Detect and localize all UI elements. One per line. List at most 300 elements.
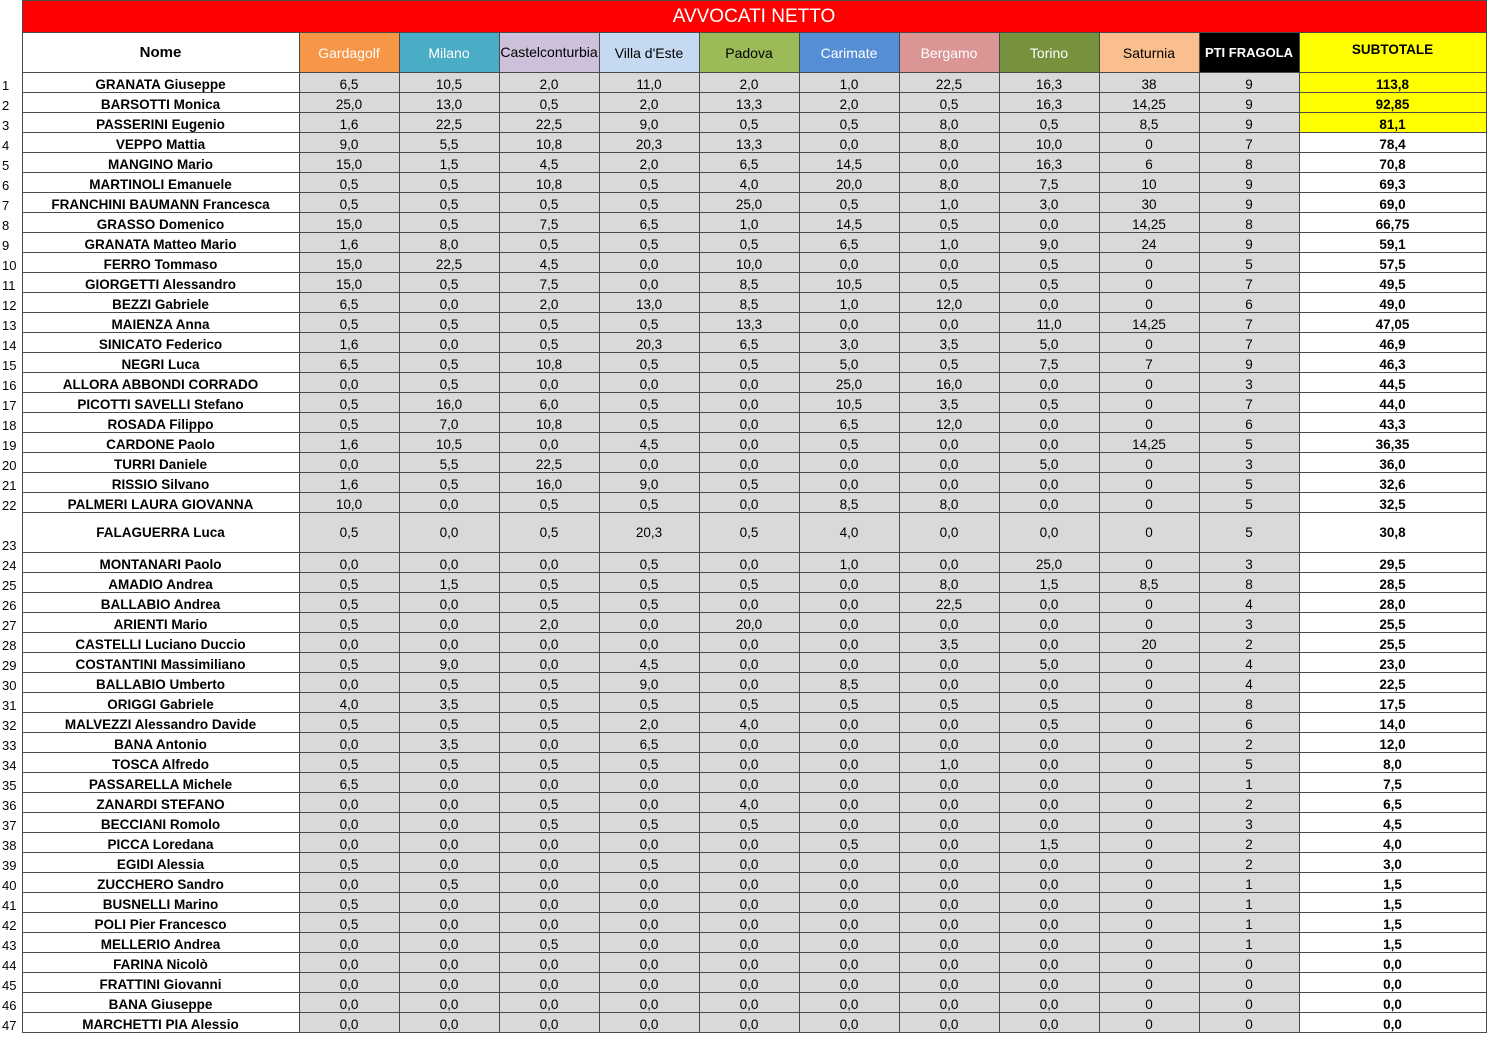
score-cell[interactable]: 0,0 bbox=[299, 813, 399, 833]
score-cell[interactable]: 0,0 bbox=[799, 813, 899, 833]
score-cell[interactable]: 0,5 bbox=[999, 693, 1099, 713]
score-cell[interactable]: 10,0 bbox=[299, 493, 399, 513]
score-cell[interactable]: 0,0 bbox=[899, 993, 999, 1013]
score-cell[interactable]: 0 bbox=[1099, 953, 1199, 973]
score-cell[interactable]: 7,5 bbox=[499, 273, 599, 293]
score-cell[interactable]: 5,5 bbox=[399, 133, 499, 153]
score-cell[interactable]: 22,5 bbox=[899, 593, 999, 613]
player-name-cell[interactable]: AMADIO Andrea bbox=[22, 573, 299, 593]
score-cell[interactable]: 0 bbox=[1099, 973, 1199, 993]
player-name-cell[interactable]: ORIGGI Gabriele bbox=[22, 693, 299, 713]
fragola-points-cell[interactable]: 9 bbox=[1199, 173, 1299, 193]
fragola-points-cell[interactable]: 7 bbox=[1199, 333, 1299, 353]
fragola-points-cell[interactable]: 4 bbox=[1199, 593, 1299, 613]
score-cell[interactable]: 0,0 bbox=[399, 813, 499, 833]
score-cell[interactable]: 5,0 bbox=[999, 453, 1099, 473]
score-cell[interactable]: 6,5 bbox=[599, 733, 699, 753]
score-cell[interactable]: 15,0 bbox=[299, 273, 399, 293]
score-cell[interactable]: 0,5 bbox=[499, 573, 599, 593]
score-cell[interactable]: 2,0 bbox=[499, 293, 599, 313]
score-cell[interactable]: 0,0 bbox=[999, 953, 1099, 973]
score-cell[interactable]: 0,0 bbox=[399, 1013, 499, 1033]
score-cell[interactable]: 0,0 bbox=[499, 733, 599, 753]
score-cell[interactable]: 25,0 bbox=[799, 373, 899, 393]
score-cell[interactable]: 1,0 bbox=[899, 193, 999, 213]
score-cell[interactable]: 0,0 bbox=[799, 933, 899, 953]
score-cell[interactable]: 0,0 bbox=[999, 733, 1099, 753]
col-header-padova[interactable]: Padova bbox=[699, 33, 799, 73]
fragola-points-cell[interactable]: 2 bbox=[1199, 793, 1299, 813]
score-cell[interactable]: 25,0 bbox=[299, 93, 399, 113]
score-cell[interactable]: 0,5 bbox=[399, 213, 499, 233]
player-name-cell[interactable]: FERRO Tommaso bbox=[22, 253, 299, 273]
score-cell[interactable]: 7,5 bbox=[999, 173, 1099, 193]
score-cell[interactable]: 0,5 bbox=[699, 353, 799, 373]
score-cell[interactable]: 22,5 bbox=[499, 453, 599, 473]
score-cell[interactable]: 0,0 bbox=[299, 793, 399, 813]
score-cell[interactable]: 0,5 bbox=[799, 833, 899, 853]
subtotal-cell[interactable]: 69,3 bbox=[1299, 173, 1486, 193]
score-cell[interactable]: 0,0 bbox=[699, 633, 799, 653]
score-cell[interactable]: 0,0 bbox=[899, 953, 999, 973]
score-cell[interactable]: 0 bbox=[1099, 373, 1199, 393]
score-cell[interactable]: 0,0 bbox=[999, 793, 1099, 813]
score-cell[interactable]: 0,0 bbox=[699, 493, 799, 513]
score-cell[interactable]: 16,0 bbox=[499, 473, 599, 493]
fragola-points-cell[interactable]: 0 bbox=[1199, 973, 1299, 993]
subtotal-cell[interactable]: 92,85 bbox=[1299, 93, 1486, 113]
score-cell[interactable]: 0,0 bbox=[399, 613, 499, 633]
fragola-points-cell[interactable]: 5 bbox=[1199, 473, 1299, 493]
subtotal-cell[interactable]: 0,0 bbox=[1299, 1013, 1486, 1033]
score-cell[interactable]: 6 bbox=[1099, 153, 1199, 173]
subtotal-cell[interactable]: 0,0 bbox=[1299, 953, 1486, 973]
col-header-pti-fragola[interactable]: PTI FRAGOLA bbox=[1199, 33, 1299, 73]
subtotal-cell[interactable]: 12,0 bbox=[1299, 733, 1486, 753]
score-cell[interactable]: 0,0 bbox=[299, 733, 399, 753]
subtotal-cell[interactable]: 69,0 bbox=[1299, 193, 1486, 213]
score-cell[interactable]: 0,0 bbox=[299, 873, 399, 893]
fragola-points-cell[interactable]: 9 bbox=[1199, 73, 1299, 93]
score-cell[interactable]: 0,5 bbox=[599, 173, 699, 193]
subtotal-cell[interactable]: 1,5 bbox=[1299, 933, 1486, 953]
score-cell[interactable]: 0 bbox=[1099, 853, 1199, 873]
score-cell[interactable]: 0,5 bbox=[799, 113, 899, 133]
score-cell[interactable]: 16,0 bbox=[899, 373, 999, 393]
subtotal-cell[interactable]: 0,0 bbox=[1299, 973, 1486, 993]
score-cell[interactable]: 22,5 bbox=[499, 113, 599, 133]
player-name-cell[interactable]: GRASSO Domenico bbox=[22, 213, 299, 233]
player-name-cell[interactable]: MAIENZA Anna bbox=[22, 313, 299, 333]
fragola-points-cell[interactable]: 4 bbox=[1199, 653, 1299, 673]
player-name-cell[interactable]: PALMERI LAURA GIOVANNA bbox=[22, 493, 299, 513]
score-cell[interactable]: 0,0 bbox=[699, 853, 799, 873]
player-name-cell[interactable]: ROSADA Filippo bbox=[22, 413, 299, 433]
score-cell[interactable]: 0,0 bbox=[799, 473, 899, 493]
fragola-points-cell[interactable]: 6 bbox=[1199, 713, 1299, 733]
score-cell[interactable]: 0,5 bbox=[999, 273, 1099, 293]
player-name-cell[interactable]: MANGINO Mario bbox=[22, 153, 299, 173]
score-cell[interactable]: 0 bbox=[1099, 893, 1199, 913]
player-name-cell[interactable]: EGIDI Alessia bbox=[22, 853, 299, 873]
score-cell[interactable]: 0 bbox=[1099, 673, 1199, 693]
score-cell[interactable]: 0 bbox=[1099, 393, 1199, 413]
fragola-points-cell[interactable]: 1 bbox=[1199, 913, 1299, 933]
score-cell[interactable]: 0,0 bbox=[999, 1013, 1099, 1033]
score-cell[interactable]: 6,0 bbox=[499, 393, 599, 413]
score-cell[interactable]: 0,0 bbox=[799, 853, 899, 873]
player-name-cell[interactable]: CASTELLI Luciano Duccio bbox=[22, 633, 299, 653]
score-cell[interactable]: 5,5 bbox=[399, 453, 499, 473]
player-name-cell[interactable]: PASSARELLA Michele bbox=[22, 773, 299, 793]
score-cell[interactable]: 0,0 bbox=[999, 893, 1099, 913]
score-cell[interactable]: 4,0 bbox=[699, 713, 799, 733]
score-cell[interactable]: 0,0 bbox=[399, 973, 499, 993]
score-cell[interactable]: 0,0 bbox=[999, 993, 1099, 1013]
score-cell[interactable]: 6,5 bbox=[299, 293, 399, 313]
score-cell[interactable]: 0 bbox=[1099, 993, 1199, 1013]
score-cell[interactable]: 0,5 bbox=[599, 393, 699, 413]
score-cell[interactable]: 0,5 bbox=[499, 753, 599, 773]
score-cell[interactable]: 0 bbox=[1099, 133, 1199, 153]
fragola-points-cell[interactable]: 7 bbox=[1199, 133, 1299, 153]
subtotal-cell[interactable]: 113,8 bbox=[1299, 73, 1486, 93]
score-cell[interactable]: 0,5 bbox=[299, 313, 399, 333]
player-name-cell[interactable]: BEZZI Gabriele bbox=[22, 293, 299, 313]
score-cell[interactable]: 0,5 bbox=[399, 713, 499, 733]
player-name-cell[interactable]: NEGRI Luca bbox=[22, 353, 299, 373]
score-cell[interactable]: 0,0 bbox=[299, 833, 399, 853]
subtotal-cell[interactable]: 66,75 bbox=[1299, 213, 1486, 233]
fragola-points-cell[interactable]: 7 bbox=[1199, 313, 1299, 333]
score-cell[interactable]: 2,0 bbox=[799, 93, 899, 113]
score-cell[interactable]: 0,0 bbox=[599, 253, 699, 273]
sheet-title[interactable]: AVVOCATI NETTO bbox=[22, 1, 1486, 33]
score-cell[interactable]: 0,5 bbox=[399, 753, 499, 773]
score-cell[interactable]: 0,5 bbox=[599, 813, 699, 833]
score-cell[interactable]: 4,0 bbox=[299, 693, 399, 713]
score-cell[interactable]: 0,5 bbox=[799, 693, 899, 713]
score-cell[interactable]: 8,5 bbox=[1099, 573, 1199, 593]
score-cell[interactable]: 0,5 bbox=[599, 493, 699, 513]
fragola-points-cell[interactable]: 3 bbox=[1199, 613, 1299, 633]
score-cell[interactable]: 13,0 bbox=[599, 293, 699, 313]
score-cell[interactable]: 0,5 bbox=[699, 813, 799, 833]
score-cell[interactable]: 0,0 bbox=[699, 913, 799, 933]
subtotal-cell[interactable]: 49,0 bbox=[1299, 293, 1486, 313]
subtotal-cell[interactable]: 25,5 bbox=[1299, 613, 1486, 633]
score-cell[interactable]: 5,0 bbox=[799, 353, 899, 373]
score-cell[interactable]: 0,0 bbox=[499, 833, 599, 853]
score-cell[interactable]: 0,0 bbox=[899, 973, 999, 993]
score-cell[interactable]: 24 bbox=[1099, 233, 1199, 253]
player-name-cell[interactable]: FALAGUERRA Luca bbox=[22, 513, 299, 553]
fragola-points-cell[interactable]: 9 bbox=[1199, 233, 1299, 253]
subtotal-cell[interactable]: 1,5 bbox=[1299, 893, 1486, 913]
score-cell[interactable]: 0,5 bbox=[699, 573, 799, 593]
score-cell[interactable]: 1,5 bbox=[399, 573, 499, 593]
score-cell[interactable]: 0,5 bbox=[299, 573, 399, 593]
score-cell[interactable]: 6,5 bbox=[599, 213, 699, 233]
score-cell[interactable]: 0,5 bbox=[299, 593, 399, 613]
score-cell[interactable]: 0 bbox=[1099, 833, 1199, 853]
score-cell[interactable]: 14,25 bbox=[1099, 313, 1199, 333]
score-cell[interactable]: 0,0 bbox=[799, 993, 899, 1013]
score-cell[interactable]: 10,5 bbox=[399, 433, 499, 453]
subtotal-cell[interactable]: 43,3 bbox=[1299, 413, 1486, 433]
score-cell[interactable]: 0,0 bbox=[999, 413, 1099, 433]
score-cell[interactable]: 0,0 bbox=[699, 433, 799, 453]
player-name-cell[interactable]: MALVEZZI Alessandro Davide bbox=[22, 713, 299, 733]
subtotal-cell[interactable]: 36,0 bbox=[1299, 453, 1486, 473]
score-cell[interactable]: 0,0 bbox=[799, 953, 899, 973]
score-cell[interactable]: 0,5 bbox=[999, 713, 1099, 733]
subtotal-cell[interactable]: 14,0 bbox=[1299, 713, 1486, 733]
score-cell[interactable]: 9,0 bbox=[599, 673, 699, 693]
player-name-cell[interactable]: BALLABIO Andrea bbox=[22, 593, 299, 613]
score-cell[interactable]: 0,0 bbox=[399, 493, 499, 513]
fragola-points-cell[interactable]: 2 bbox=[1199, 833, 1299, 853]
score-cell[interactable]: 0,0 bbox=[599, 893, 699, 913]
subtotal-cell[interactable]: 25,5 bbox=[1299, 633, 1486, 653]
score-cell[interactable]: 0,0 bbox=[799, 313, 899, 333]
score-cell[interactable]: 0,0 bbox=[899, 153, 999, 173]
score-cell[interactable]: 0,0 bbox=[599, 453, 699, 473]
col-header-subtotale[interactable]: SUBTOTALE bbox=[1299, 33, 1486, 73]
score-cell[interactable]: 4,0 bbox=[699, 173, 799, 193]
score-cell[interactable]: 0,0 bbox=[599, 373, 699, 393]
score-cell[interactable]: 0 bbox=[1099, 553, 1199, 573]
score-cell[interactable]: 0,0 bbox=[899, 473, 999, 493]
score-cell[interactable]: 0,0 bbox=[999, 933, 1099, 953]
score-cell[interactable]: 8,0 bbox=[899, 573, 999, 593]
score-cell[interactable]: 0,0 bbox=[699, 893, 799, 913]
fragola-points-cell[interactable]: 6 bbox=[1199, 293, 1299, 313]
score-cell[interactable]: 10,0 bbox=[999, 133, 1099, 153]
fragola-points-cell[interactable]: 2 bbox=[1199, 633, 1299, 653]
score-cell[interactable]: 0,5 bbox=[499, 693, 599, 713]
fragola-points-cell[interactable]: 9 bbox=[1199, 353, 1299, 373]
score-cell[interactable]: 0,0 bbox=[899, 873, 999, 893]
score-cell[interactable]: 3,5 bbox=[399, 733, 499, 753]
score-cell[interactable]: 6,5 bbox=[299, 353, 399, 373]
subtotal-cell[interactable]: 3,0 bbox=[1299, 853, 1486, 873]
player-name-cell[interactable]: MELLERIO Andrea bbox=[22, 933, 299, 953]
score-cell[interactable]: 0,0 bbox=[699, 953, 799, 973]
score-cell[interactable]: 7 bbox=[1099, 353, 1199, 373]
fragola-points-cell[interactable]: 5 bbox=[1199, 753, 1299, 773]
score-cell[interactable]: 0,5 bbox=[299, 413, 399, 433]
score-cell[interactable]: 0,0 bbox=[399, 293, 499, 313]
score-cell[interactable]: 7,0 bbox=[399, 413, 499, 433]
score-cell[interactable]: 6,5 bbox=[699, 333, 799, 353]
score-cell[interactable]: 0,0 bbox=[899, 933, 999, 953]
score-cell[interactable]: 0,0 bbox=[799, 773, 899, 793]
score-cell[interactable]: 8,0 bbox=[899, 173, 999, 193]
score-cell[interactable]: 0,0 bbox=[999, 813, 1099, 833]
score-cell[interactable]: 0,0 bbox=[999, 753, 1099, 773]
subtotal-cell[interactable]: 4,5 bbox=[1299, 813, 1486, 833]
player-name-cell[interactable]: BECCIANI Romolo bbox=[22, 813, 299, 833]
score-cell[interactable]: 9,0 bbox=[299, 133, 399, 153]
score-cell[interactable]: 1,6 bbox=[299, 113, 399, 133]
score-cell[interactable]: 0,5 bbox=[899, 273, 999, 293]
score-cell[interactable]: 0,0 bbox=[299, 673, 399, 693]
score-cell[interactable]: 0,0 bbox=[999, 493, 1099, 513]
score-cell[interactable]: 12,0 bbox=[899, 413, 999, 433]
score-cell[interactable]: 0,0 bbox=[499, 873, 599, 893]
score-cell[interactable]: 0 bbox=[1099, 1013, 1199, 1033]
score-cell[interactable]: 0,0 bbox=[899, 453, 999, 473]
score-cell[interactable]: 0,5 bbox=[599, 573, 699, 593]
score-cell[interactable]: 0,0 bbox=[899, 833, 999, 853]
score-cell[interactable]: 4,5 bbox=[499, 153, 599, 173]
score-cell[interactable]: 0,0 bbox=[299, 973, 399, 993]
score-cell[interactable]: 0,0 bbox=[299, 953, 399, 973]
score-cell[interactable]: 3,5 bbox=[899, 393, 999, 413]
score-cell[interactable]: 0 bbox=[1099, 473, 1199, 493]
score-cell[interactable]: 0,0 bbox=[999, 213, 1099, 233]
score-cell[interactable]: 16,3 bbox=[999, 153, 1099, 173]
score-cell[interactable]: 10,8 bbox=[499, 173, 599, 193]
score-cell[interactable]: 0,5 bbox=[599, 593, 699, 613]
player-name-cell[interactable]: PICCA Loredana bbox=[22, 833, 299, 853]
score-cell[interactable]: 6,5 bbox=[299, 773, 399, 793]
score-cell[interactable]: 16,3 bbox=[999, 93, 1099, 113]
fragola-points-cell[interactable]: 5 bbox=[1199, 513, 1299, 553]
fragola-points-cell[interactable]: 0 bbox=[1199, 1013, 1299, 1033]
player-name-cell[interactable]: SINICATO Federico bbox=[22, 333, 299, 353]
score-cell[interactable]: 0,5 bbox=[699, 473, 799, 493]
score-cell[interactable]: 0 bbox=[1099, 713, 1199, 733]
score-cell[interactable]: 6,5 bbox=[699, 153, 799, 173]
score-cell[interactable]: 0 bbox=[1099, 653, 1199, 673]
score-cell[interactable]: 0,5 bbox=[999, 393, 1099, 413]
score-cell[interactable]: 25,0 bbox=[699, 193, 799, 213]
player-name-cell[interactable]: ARIENTI Mario bbox=[22, 613, 299, 633]
subtotal-cell[interactable]: 70,8 bbox=[1299, 153, 1486, 173]
score-cell[interactable]: 0,0 bbox=[999, 973, 1099, 993]
score-cell[interactable]: 1,0 bbox=[799, 293, 899, 313]
score-cell[interactable]: 0,5 bbox=[499, 233, 599, 253]
score-cell[interactable]: 0,5 bbox=[399, 673, 499, 693]
score-cell[interactable]: 0,0 bbox=[899, 893, 999, 913]
score-cell[interactable]: 10,8 bbox=[499, 413, 599, 433]
score-cell[interactable]: 12,0 bbox=[899, 293, 999, 313]
score-cell[interactable]: 22,5 bbox=[399, 113, 499, 133]
score-cell[interactable]: 0,0 bbox=[899, 773, 999, 793]
score-cell[interactable]: 0,0 bbox=[399, 793, 499, 813]
score-cell[interactable]: 8,0 bbox=[899, 133, 999, 153]
subtotal-cell[interactable]: 32,6 bbox=[1299, 473, 1486, 493]
player-name-cell[interactable]: FRATTINI Giovanni bbox=[22, 973, 299, 993]
score-cell[interactable]: 25,0 bbox=[999, 553, 1099, 573]
score-cell[interactable]: 0,0 bbox=[299, 553, 399, 573]
score-cell[interactable]: 9,0 bbox=[999, 233, 1099, 253]
score-cell[interactable]: 0,0 bbox=[699, 1013, 799, 1033]
score-cell[interactable]: 0,5 bbox=[299, 893, 399, 913]
score-cell[interactable]: 0,5 bbox=[699, 233, 799, 253]
subtotal-cell[interactable]: 81,1 bbox=[1299, 113, 1486, 133]
score-cell[interactable]: 2,0 bbox=[699, 73, 799, 93]
score-cell[interactable]: 0,0 bbox=[899, 613, 999, 633]
score-cell[interactable]: 0,0 bbox=[899, 253, 999, 273]
fragola-points-cell[interactable]: 9 bbox=[1199, 193, 1299, 213]
score-cell[interactable]: 0,5 bbox=[499, 493, 599, 513]
subtotal-cell[interactable]: 29,5 bbox=[1299, 553, 1486, 573]
score-cell[interactable]: 0,0 bbox=[799, 793, 899, 813]
score-cell[interactable]: 0,0 bbox=[599, 973, 699, 993]
score-cell[interactable]: 1,6 bbox=[299, 333, 399, 353]
score-cell[interactable]: 0,0 bbox=[699, 753, 799, 773]
score-cell[interactable]: 4,5 bbox=[499, 253, 599, 273]
col-header-villa-d-este[interactable]: Villa d'Este bbox=[599, 33, 699, 73]
fragola-points-cell[interactable]: 7 bbox=[1199, 273, 1299, 293]
score-cell[interactable]: 0,5 bbox=[499, 673, 599, 693]
col-header-bergamo[interactable]: Bergamo bbox=[899, 33, 999, 73]
col-header-carimate[interactable]: Carimate bbox=[799, 33, 899, 73]
fragola-points-cell[interactable]: 3 bbox=[1199, 813, 1299, 833]
score-cell[interactable]: 20,3 bbox=[599, 133, 699, 153]
score-cell[interactable]: 0,0 bbox=[599, 933, 699, 953]
score-cell[interactable]: 0,0 bbox=[699, 553, 799, 573]
score-cell[interactable]: 0,5 bbox=[399, 373, 499, 393]
score-cell[interactable]: 1,0 bbox=[699, 213, 799, 233]
fragola-points-cell[interactable]: 1 bbox=[1199, 933, 1299, 953]
score-cell[interactable]: 0,0 bbox=[799, 613, 899, 633]
score-cell[interactable]: 0 bbox=[1099, 873, 1199, 893]
score-cell[interactable]: 0 bbox=[1099, 493, 1199, 513]
score-cell[interactable]: 13,3 bbox=[699, 133, 799, 153]
score-cell[interactable]: 0,0 bbox=[699, 993, 799, 1013]
player-name-cell[interactable]: FARINA Nicolò bbox=[22, 953, 299, 973]
score-cell[interactable]: 2,0 bbox=[599, 713, 699, 733]
score-cell[interactable]: 0,0 bbox=[299, 453, 399, 473]
score-cell[interactable]: 0,0 bbox=[399, 993, 499, 1013]
score-cell[interactable]: 0,0 bbox=[599, 873, 699, 893]
score-cell[interactable]: 8,0 bbox=[899, 493, 999, 513]
score-cell[interactable]: 0,5 bbox=[699, 693, 799, 713]
score-cell[interactable]: 0,0 bbox=[999, 773, 1099, 793]
score-cell[interactable]: 0,0 bbox=[699, 833, 799, 853]
score-cell[interactable]: 5,0 bbox=[999, 653, 1099, 673]
fragola-points-cell[interactable]: 1 bbox=[1199, 893, 1299, 913]
score-cell[interactable]: 1,6 bbox=[299, 233, 399, 253]
score-cell[interactable]: 0,0 bbox=[899, 813, 999, 833]
score-cell[interactable]: 0,0 bbox=[999, 673, 1099, 693]
score-cell[interactable]: 0,0 bbox=[399, 933, 499, 953]
player-name-cell[interactable]: BANA Antonio bbox=[22, 733, 299, 753]
fragola-points-cell[interactable]: 3 bbox=[1199, 553, 1299, 573]
score-cell[interactable]: 0,0 bbox=[399, 913, 499, 933]
fragola-points-cell[interactable]: 7 bbox=[1199, 393, 1299, 413]
score-cell[interactable]: 0,0 bbox=[299, 633, 399, 653]
score-cell[interactable]: 0,0 bbox=[999, 873, 1099, 893]
score-cell[interactable]: 22,5 bbox=[399, 253, 499, 273]
score-cell[interactable]: 0,5 bbox=[299, 913, 399, 933]
score-cell[interactable]: 0,0 bbox=[499, 653, 599, 673]
score-cell[interactable]: 0 bbox=[1099, 593, 1199, 613]
score-cell[interactable]: 0,5 bbox=[499, 333, 599, 353]
score-cell[interactable]: 0,0 bbox=[499, 633, 599, 653]
subtotal-cell[interactable]: 28,5 bbox=[1299, 573, 1486, 593]
player-name-cell[interactable]: VEPPO Mattia bbox=[22, 133, 299, 153]
score-cell[interactable]: 0,0 bbox=[899, 513, 999, 553]
score-cell[interactable]: 2,0 bbox=[599, 93, 699, 113]
col-header-castelconturbia[interactable]: Castelconturbia bbox=[499, 33, 599, 73]
score-cell[interactable]: 10,8 bbox=[499, 133, 599, 153]
score-cell[interactable]: 0,5 bbox=[299, 753, 399, 773]
